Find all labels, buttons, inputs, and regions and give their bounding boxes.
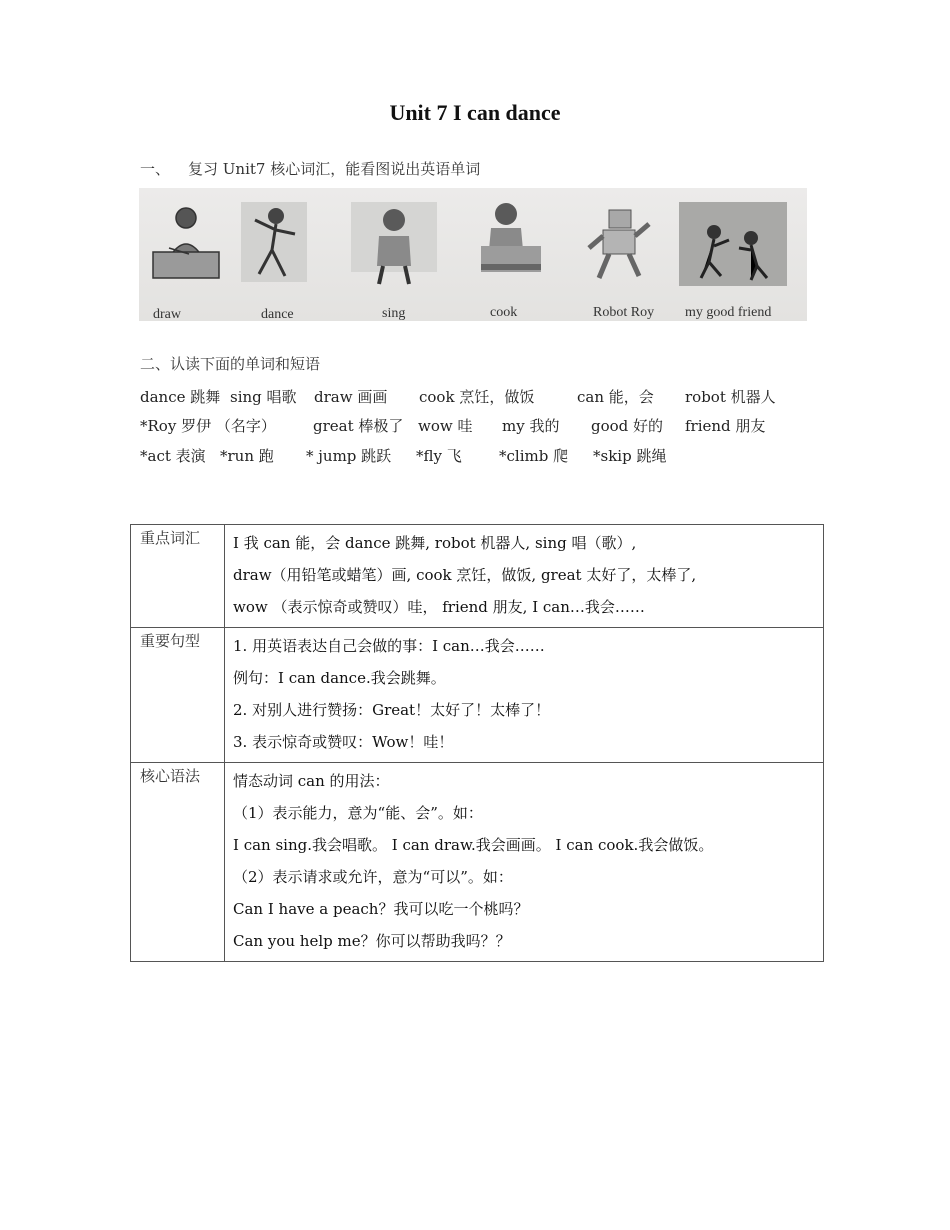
content-line: I 我 can 能，会 dance 跳舞, robot 机器人, sing 唱（歌）, (233, 534, 637, 552)
row-label: 核心语法 (131, 763, 225, 962)
summary-table (130, 524, 824, 962)
page-title: Unit 7 I can dance (389, 100, 561, 125)
section-1-text: 复习 Unit7 核心词汇，能看图说出英语单词 (188, 160, 481, 178)
vocab-item: great 棒极了 (313, 417, 404, 435)
section-1-number: 一、 (140, 160, 171, 178)
image-label-draw: draw (153, 307, 181, 321)
vocab-illustrations (139, 188, 807, 321)
content-line: 例句：I can dance.我会跳舞。 (233, 669, 446, 687)
table-row-grammar (131, 763, 824, 962)
vocab-item: * jump 跳跃 (306, 447, 392, 465)
vocab-picture-strip (139, 188, 807, 321)
vocab-item: draw 画画 (314, 388, 388, 406)
content-line: 3. 表示惊奇或赞叹：Wow！哇！ (233, 733, 454, 751)
vocab-item: dance 跳舞 (140, 388, 221, 406)
vocab-item: robot 机器人 (685, 388, 776, 406)
content-line: Can I have a peach？我可以吃一个桃吗？ (233, 900, 529, 918)
content-line: draw（用铅笔或蜡笔）画, cook 烹饪，做饭, great 太好了，太棒了, (233, 566, 697, 584)
vocab-item: wow 哇 (418, 417, 473, 435)
table-row-vocabulary (131, 525, 824, 628)
section-1-heading (140, 158, 480, 179)
row-content (225, 763, 824, 962)
content-line: 2. 对别人进行赞扬：Great！太好了！太棒了！ (233, 701, 551, 719)
vocab-item: *skip 跳绳 (593, 447, 667, 465)
robot-figure (589, 210, 649, 278)
vocab-item: *fly 飞 (416, 447, 462, 465)
image-label-robot-roy: Robot Roy (593, 305, 655, 320)
image-label-my-good-friend: my good friend (685, 305, 772, 320)
content-line: 1. 用英语表达自己会做的事：I can…我会…… (233, 637, 545, 655)
vocab-item: friend 朋友 (685, 417, 766, 435)
row-content (225, 628, 824, 763)
draw-figure (153, 208, 219, 278)
image-label-sing: sing (382, 306, 406, 321)
content-line: Can you help me？你可以帮助我吗？？ (233, 932, 511, 950)
row-content (225, 525, 824, 628)
vocab-item: *climb 爬 (499, 447, 569, 465)
content-line: （1）表示能力，意为“能、会”。如： (233, 804, 483, 822)
content-line: （2）表示请求或允许，意为“可以”。如： (233, 868, 513, 886)
cook-figure (481, 203, 541, 272)
row-label: 重要句型 (131, 628, 225, 763)
vocab-item: *run 跑 (220, 447, 274, 465)
table-row-sentences (131, 628, 824, 763)
vocab-item: *act 表演 (140, 447, 206, 465)
vocab-item: sing 唱歌 (230, 388, 297, 406)
content-line: 情态动词 can 的用法： (233, 772, 390, 790)
row-label: 重点词汇 (131, 525, 225, 628)
image-label-cook: cook (490, 305, 518, 320)
dance-figure (241, 202, 307, 282)
friends-figure (679, 202, 787, 286)
vocab-item: my 我的 (502, 417, 560, 435)
vocab-item: cook 烹饪，做饭 (419, 388, 535, 406)
content-line: wow （表示惊奇或赞叹）哇， friend 朋友, I can…我会…… (233, 598, 645, 616)
vocab-item: good 好的 (591, 417, 664, 435)
sing-figure (351, 202, 437, 284)
image-label-dance: dance (261, 307, 294, 321)
section-2-heading: 二、认读下面的单词和短语 (140, 355, 321, 373)
vocab-item: can 能，会 (577, 388, 654, 406)
vocab-item: *Roy 罗伊 （名字） (140, 417, 276, 435)
content-line: I can sing.我会唱歌。 I can draw.我会画画。 I can cook.我会做饭。 (233, 836, 714, 854)
